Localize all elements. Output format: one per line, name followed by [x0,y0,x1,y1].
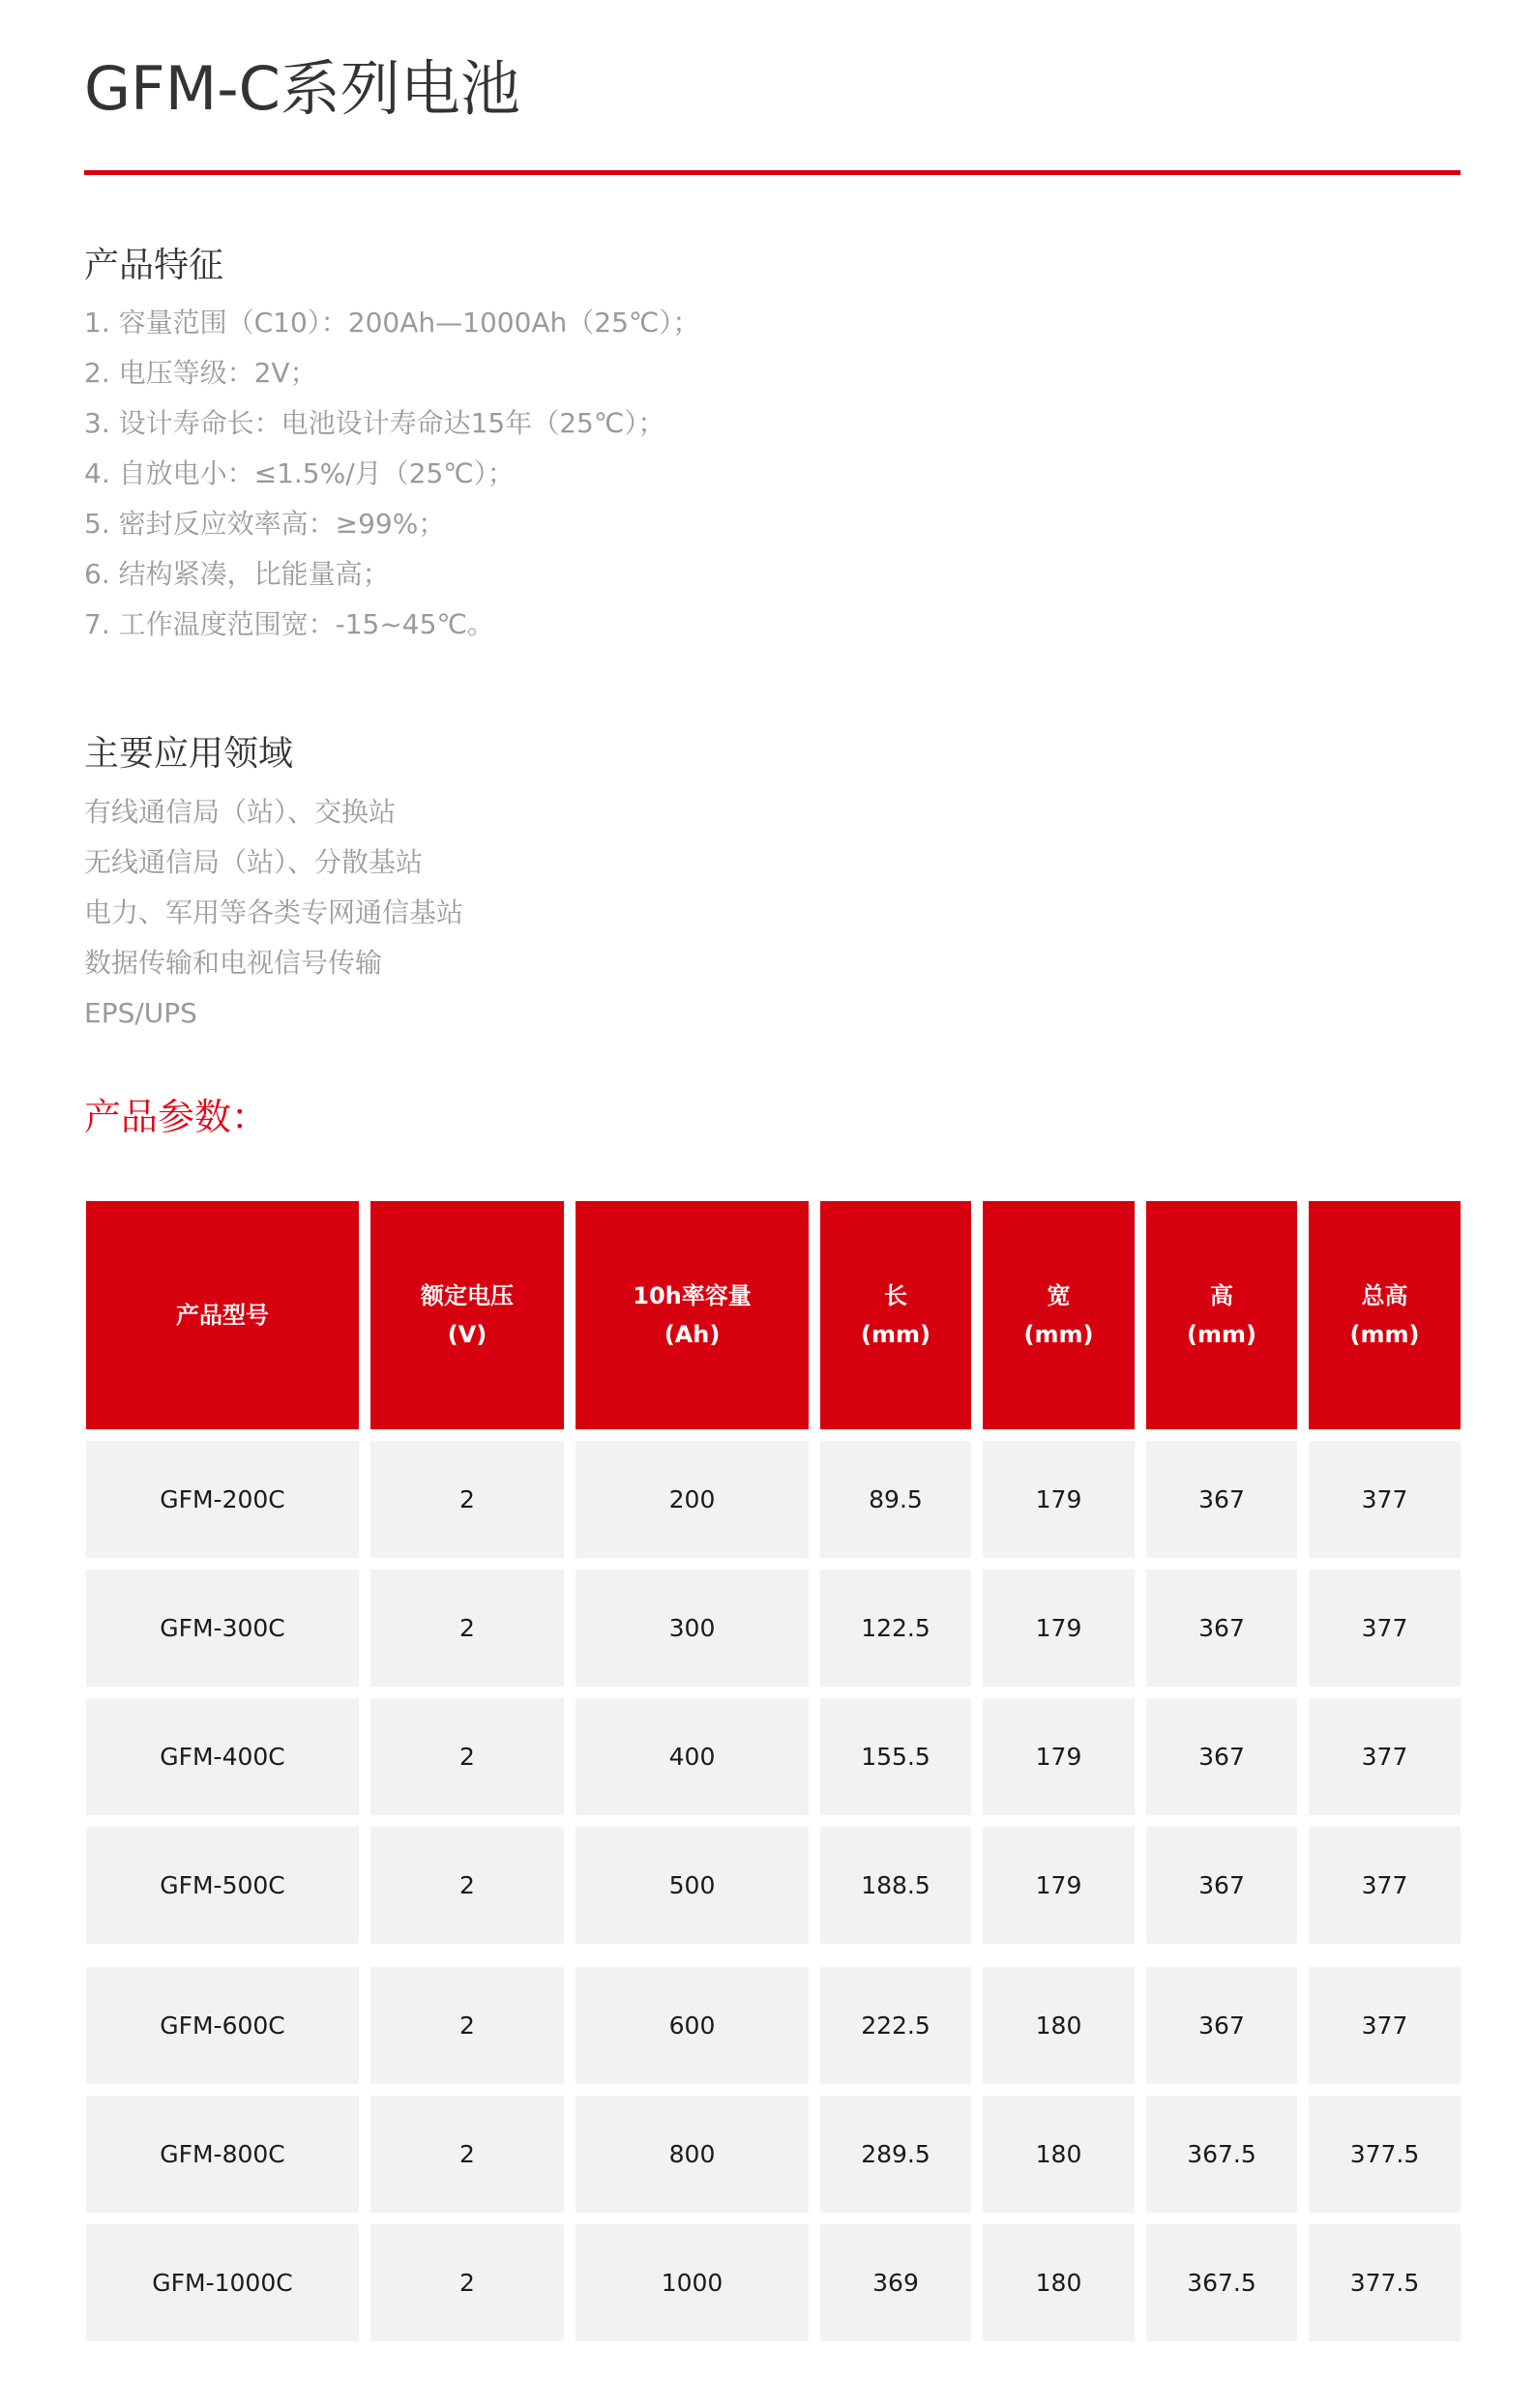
cell-total-height: 377.5 [1309,2096,1461,2213]
cell-length: 122.5 [820,1570,971,1687]
header-height: 高 (mm) [1146,1201,1297,1429]
cell-total-height: 377 [1309,1570,1461,1687]
cell-capacity: 500 [576,1827,809,1944]
table-row [86,2096,1461,2213]
features-heading: 产品特征 [84,246,224,285]
cell-capacity: 1000 [576,2224,809,2341]
header-voltage: 额定电压 (V) [370,1201,564,1429]
cell-height: 367.5 [1146,2224,1297,2341]
cell-capacity: 800 [576,2096,809,2213]
applications-heading: 主要应用领域 [84,734,294,774]
cell-height: 367 [1146,1967,1297,2084]
cell-voltage: 2 [370,2096,564,2213]
cell-width: 179 [983,1827,1135,1944]
cell-width: 179 [983,1698,1135,1815]
table-row [86,2224,1461,2341]
table-row [86,1441,1461,1558]
cell-height: 367 [1146,1570,1297,1687]
cell-length: 289.5 [820,2096,971,2213]
cell-model: GFM-1000C [86,2224,359,2341]
cell-total-height: 377 [1309,1967,1461,2084]
cell-capacity: 600 [576,1967,809,2084]
feature-item: 7. 工作温度范围宽：-15~45℃。 [84,608,494,640]
cell-total-height: 377 [1309,1698,1461,1815]
cell-capacity: 300 [576,1570,809,1687]
header-model: 产品型号 [86,1201,359,1429]
applications-list [84,787,463,1039]
table-row [86,1827,1461,1944]
cell-model: GFM-200C [86,1441,359,1558]
feature-item: 5. 密封反应效率高：≥99%； [84,508,446,540]
application-item: EPS/UPS [84,997,197,1029]
application-item: 数据传输和电视信号传输 [84,947,383,979]
cell-voltage: 2 [370,1827,564,1944]
table-row [86,1570,1461,1687]
table-row [86,1967,1461,2084]
feature-item: 1. 容量范围（C10）：200Ah—1000Ah（25℃）； [84,307,700,338]
feature-item: 3. 设计寿命长：电池设计寿命达15年（25℃）； [84,407,665,439]
header-width: 宽 (mm) [983,1201,1135,1429]
cell-total-height: 377 [1309,1827,1461,1944]
application-item: 电力、军用等各类专网通信基站 [84,896,464,928]
cell-height: 367 [1146,1441,1297,1558]
cell-model: GFM-400C [86,1698,359,1815]
header-length: 长 (mm) [820,1201,971,1429]
cell-capacity: 400 [576,1698,809,1815]
cell-length: 89.5 [820,1441,971,1558]
feature-item: 2. 电压等级：2V； [84,357,317,389]
cell-model: GFM-800C [86,2096,359,2213]
table-row [86,1698,1461,1815]
application-item: 有线通信局（站）、交换站 [84,796,397,828]
cell-total-height: 377.5 [1309,2224,1461,2341]
spec-table [74,1189,1472,2353]
cell-voltage: 2 [370,1698,564,1815]
cell-height: 367.5 [1146,2096,1297,2213]
page-title: GFM-C系列电池 [84,53,520,124]
application-item: 无线通信局（站）、分散基站 [84,846,424,878]
cell-height: 367 [1146,1827,1297,1944]
feature-item: 4. 自放电小：≤1.5%/月（25℃）； [84,457,515,489]
cell-width: 179 [983,1570,1135,1687]
cell-model: GFM-300C [86,1570,359,1687]
cell-model: GFM-500C [86,1827,359,1944]
cell-length: 155.5 [820,1698,971,1815]
title-divider [84,170,1461,175]
header-capacity: 10h率容量 (Ah) [576,1201,809,1429]
header-total-height: 总高 (mm) [1309,1201,1461,1429]
cell-length: 222.5 [820,1967,971,2084]
cell-width: 180 [983,2096,1135,2213]
cell-capacity: 200 [576,1441,809,1558]
parameters-heading: 产品参数： [84,1096,269,1138]
cell-model: GFM-600C [86,1967,359,2084]
cell-voltage: 2 [370,1570,564,1687]
table-header-row [86,1201,1461,1429]
cell-length: 369 [820,2224,971,2341]
features-list [84,298,699,650]
cell-length: 188.5 [820,1827,971,1944]
cell-total-height: 377 [1309,1441,1461,1558]
cell-voltage: 2 [370,1967,564,2084]
cell-height: 367 [1146,1698,1297,1815]
cell-width: 180 [983,2224,1135,2341]
cell-width: 180 [983,1967,1135,2084]
cell-width: 179 [983,1441,1135,1558]
cell-voltage: 2 [370,1441,564,1558]
cell-voltage: 2 [370,2224,564,2341]
feature-item: 6. 结构紧凑，比能量高； [84,558,390,590]
